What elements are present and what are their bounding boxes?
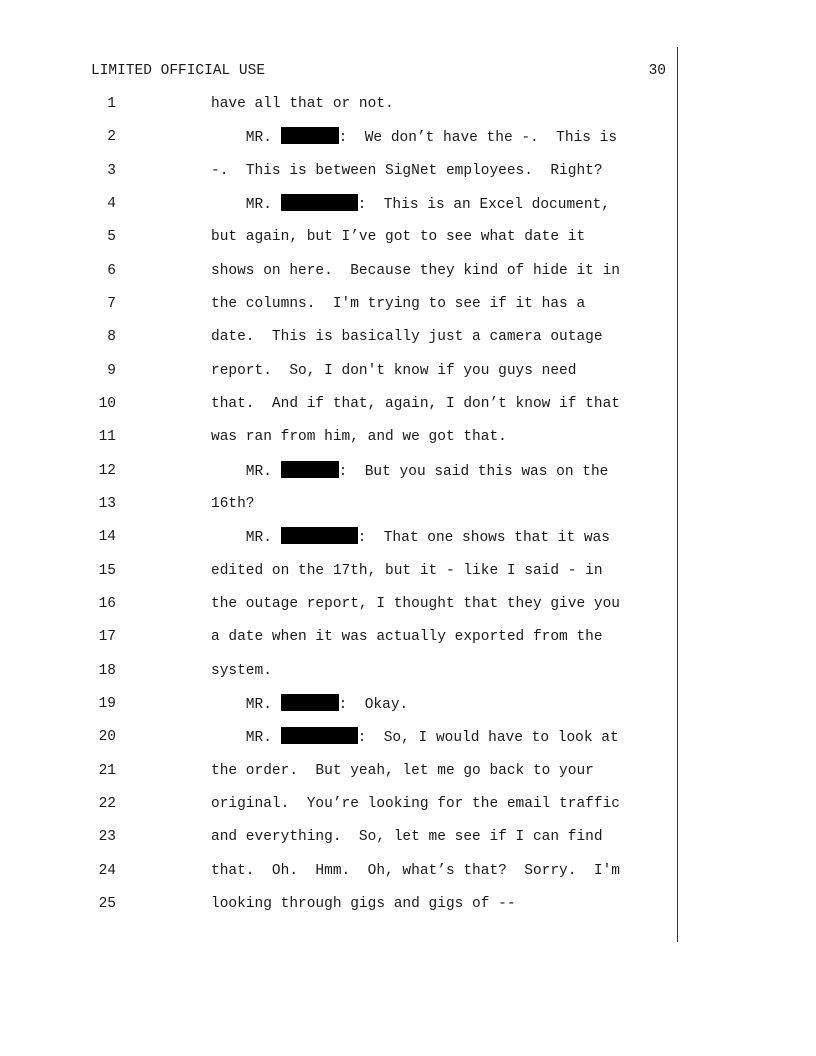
transcript-line xyxy=(0,527,816,560)
line-number: 22 xyxy=(98,795,116,812)
transcript-line xyxy=(0,161,816,194)
speaker-text: : So, I would have to look at xyxy=(357,730,619,747)
line-text: 16th? xyxy=(211,495,255,512)
transcript-line xyxy=(0,827,816,860)
speaker-text: : But you said this was on the xyxy=(338,463,609,480)
line-text: have all that or not. xyxy=(211,96,394,112)
line-number: 17 xyxy=(98,629,116,646)
line-text: a date when it was actually exported from the xyxy=(211,629,603,646)
redacted-name xyxy=(281,694,339,711)
line-text: edited on the 17th, but it - like I said - in xyxy=(211,562,603,579)
line-text: the order. But yeah, let me go back to your xyxy=(211,762,594,779)
line-number: 16 xyxy=(98,595,116,612)
line-number: 5 xyxy=(107,229,116,246)
speaker-text: : We don’t have the -. This is xyxy=(338,130,618,147)
transcript-line xyxy=(0,794,816,827)
transcript-lines xyxy=(0,94,816,927)
transcript-line xyxy=(0,427,816,460)
speaker-line xyxy=(211,727,619,748)
line-number: 4 xyxy=(107,195,116,212)
line-text: but again, but I’ve got to see what date it xyxy=(211,229,586,246)
line-text: date. This is basically just a camera outage xyxy=(211,329,603,346)
transcript-line xyxy=(0,294,816,327)
transcript-line xyxy=(0,627,816,660)
redacted-name xyxy=(281,727,358,744)
redacted-name xyxy=(281,461,339,478)
redacted-name xyxy=(281,194,358,211)
line-number: 3 xyxy=(107,162,116,179)
speaker-line xyxy=(211,527,610,548)
line-number: 10 xyxy=(98,395,116,412)
redacted-name xyxy=(281,127,339,144)
transcript-line xyxy=(0,494,816,527)
line-number: 2 xyxy=(107,129,116,146)
line-number: 15 xyxy=(98,562,116,579)
line-number: 14 xyxy=(98,529,116,546)
transcript-line xyxy=(0,94,816,127)
speaker-prefix: MR. xyxy=(211,196,281,213)
transcript-line xyxy=(0,861,816,894)
line-text: that. And if that, again, I don’t know if that xyxy=(211,395,620,412)
line-number: 1 xyxy=(107,96,116,112)
transcript-line xyxy=(0,361,816,394)
line-number: 20 xyxy=(98,729,116,746)
line-text: original. You’re looking for the email traffic xyxy=(211,795,620,812)
transcript-line xyxy=(0,227,816,260)
transcript-line xyxy=(0,594,816,627)
line-number: 23 xyxy=(98,829,116,846)
transcript-line xyxy=(0,127,816,160)
transcript-line xyxy=(0,727,816,760)
classification-header: LIMITED OFFICIAL USE xyxy=(91,63,266,79)
speaker-line xyxy=(211,194,610,215)
speaker-text: : Okay. xyxy=(338,696,409,713)
transcript-line xyxy=(0,194,816,227)
line-number: 12 xyxy=(98,462,116,479)
line-number: 9 xyxy=(107,362,116,379)
line-text: system. xyxy=(211,662,272,679)
line-text: and everything. So, let me see if I can find xyxy=(211,829,603,846)
line-text: -. This is between SigNet employees. Right? xyxy=(211,162,603,179)
line-number: 18 xyxy=(98,662,116,679)
transcript-line xyxy=(0,327,816,360)
line-number: 21 xyxy=(98,762,116,779)
line-number: 8 xyxy=(107,329,116,346)
speaker-prefix: MR. xyxy=(211,530,281,547)
speaker-prefix: MR. xyxy=(211,463,281,480)
speaker-line xyxy=(211,694,408,715)
transcript-line xyxy=(0,261,816,294)
line-number: 11 xyxy=(98,429,116,446)
line-text: the columns. I'm trying to see if it has a xyxy=(211,295,586,312)
line-text: report. So, I don't know if you guys need xyxy=(211,362,577,379)
line-number: 19 xyxy=(98,695,116,712)
speaker-prefix: MR. xyxy=(211,130,281,147)
speaker-text: : That one shows that it was xyxy=(357,530,610,547)
speaker-prefix: MR. xyxy=(211,730,281,747)
transcript-line xyxy=(0,894,816,927)
transcript-line xyxy=(0,561,816,594)
transcript-line xyxy=(0,694,816,727)
line-number: 25 xyxy=(98,895,116,912)
line-number: 7 xyxy=(107,295,116,312)
speaker-line xyxy=(211,127,617,148)
transcript-line xyxy=(0,661,816,694)
line-text: was ran from him, and we got that. xyxy=(211,429,507,446)
speaker-text: : This is an Excel document, xyxy=(357,196,610,213)
page-number: 30 xyxy=(648,63,666,79)
line-text: shows on here. Because they kind of hide it in xyxy=(211,262,620,279)
redacted-name xyxy=(281,527,358,544)
transcript-line xyxy=(0,761,816,794)
speaker-line xyxy=(211,461,608,482)
line-number: 24 xyxy=(98,862,116,879)
speaker-prefix: MR. xyxy=(211,696,281,713)
line-text: looking through gigs and gigs of -- xyxy=(211,895,516,912)
line-number: 6 xyxy=(107,262,116,279)
transcript-line xyxy=(0,461,816,494)
line-text: the outage report, I thought that they give you xyxy=(211,595,620,612)
transcript-line xyxy=(0,394,816,427)
line-text: that. Oh. Hmm. Oh, what’s that? Sorry. I'm xyxy=(211,862,620,879)
line-number: 13 xyxy=(98,495,116,512)
